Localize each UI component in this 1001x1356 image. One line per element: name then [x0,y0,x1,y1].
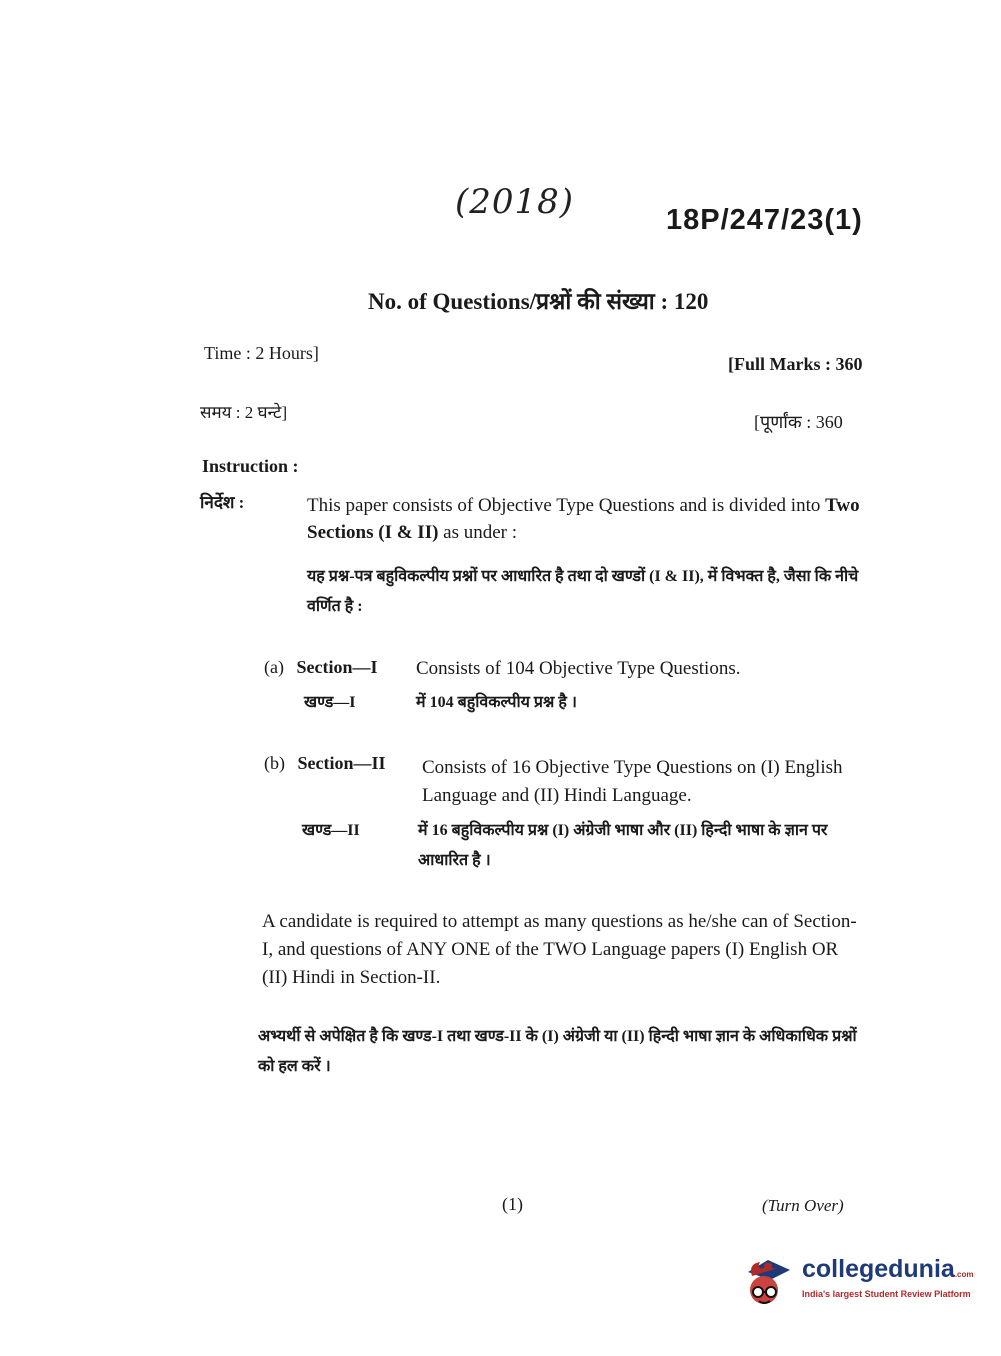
section-a-row [264,657,377,678]
instruction-intro-hi: यह प्रश्न-पत्र बहुविकल्पीय प्रश्नों पर आधारित है तथा दो खण्डों (I & II), में विभक्त है, जैसा कि नीचे वर्णित है : [307,568,859,615]
time-hi: समय : 2 घन्टे] [200,403,288,422]
page-number: (1) [502,1194,523,1214]
section-mark: (b) [264,753,285,773]
candidate-note-en: A candidate is required to attempt as many questions as he/she can of Section-I, and questions of ANY ONE of the TWO Language papers (I) English OR (II) Hindi in Section-II. [262,911,857,988]
mascot-icon [742,1252,794,1308]
collegedunia-watermark [742,1252,972,1312]
turn-over: (Turn Over) [762,1196,844,1215]
intro-text-a: This paper consists of Objective Type Questions and is divided into [307,495,821,516]
instruction-intro-en [307,492,867,546]
question-count: No. of Questions/प्रश्नों की संख्या : 120 [368,289,709,314]
brand-suffix: .com [954,1270,974,1279]
section-b-desc-hi: में 16 बहुविकल्पीय प्रश्न (I) अंग्रेजी भाषा और (II) हिन्दी भाषा के ज्ञान पर आधारित है । [418,822,828,869]
intro-text-c: as under : [443,522,518,543]
instruction-label-hi: निर्देश : [200,493,245,512]
section-b-desc: Consists of 16 Objective Type Questions on (I) English Language and (II) Hindi Language. [422,757,843,806]
paper-code: 18P/247/23(1) [666,204,863,236]
brand-name [802,1255,973,1284]
section-a-name-hi: खण्ड—I [304,694,356,711]
instruction-label: Instruction : [202,456,299,476]
candidate-note-hi: अभ्यर्थी से अपेक्षित है कि खण्ड-I तथा खण्ड-II के (I) अंग्रेजी या (II) हिन्दी भाषा ज्ञान के अधिकाधिक प्रश्नों को हल करें । [258,1028,857,1075]
section-mark: (a) [264,657,284,677]
time-en: Time : 2 Hours] [204,343,319,363]
section-b-row [264,753,386,774]
section-a-desc-hi: में 104 बहुविकल्पीय प्रश्न है । [416,694,577,711]
full-marks-en: [Full Marks : 360 [728,354,863,374]
brand-text: collegedunia [802,1255,955,1283]
handwritten-year: (2018) [455,182,575,222]
intro-text-b: Two Sections (I & II) [307,495,860,543]
section-a-desc: Consists of 104 Objective Type Questions. [416,658,741,679]
brand-tagline: India's largest Student Review Platform [802,1289,971,1299]
section-name: Section—II [297,753,386,773]
section-b-name-hi: खण्ड—II [302,822,360,839]
section-name: Section—I [296,657,378,677]
full-marks-hi: [पूर्णांक : 360 [754,412,843,432]
